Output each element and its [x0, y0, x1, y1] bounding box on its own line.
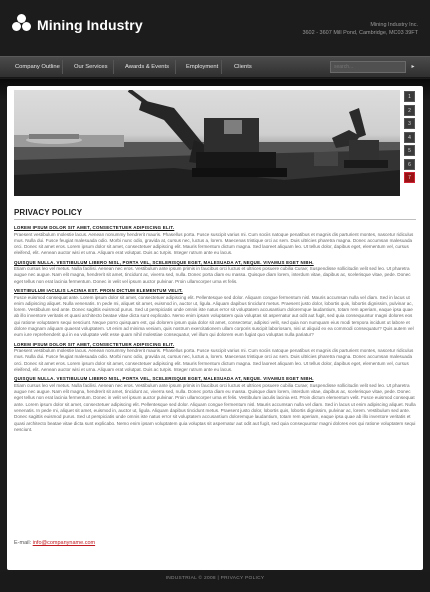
main-nav: [0, 56, 430, 78]
policy-section: [14, 225, 416, 257]
slider-thumb[interactable]: 4: [404, 132, 415, 143]
slider-thumbnails: [404, 91, 416, 186]
nav-clients[interactable]: Clients: [234, 64, 252, 70]
section-text: Praesent vestibulum molestie lacus. Aenean nonummy hendrerit mauris. Phasellus porta. Fusce suscipit varius mi. Cum sociis natoque penatibus et magnis dis parturient montes, nascetur ridiculus mus. Nulla dui. Fusce feugiat malesuada odio. Morbi nunc odio, gravida at, cursus nec, luctus a, lorem. Maecenas tristique orci ac sem. Duis ultricies pharetra magna. Donec accumsan malesuada orci. Donec sit amet eros. Lorem ipsum dolor sit amet, consectetuer adipiscing elit. Mauris fermentum dictum magna. Sed laoreet aliquam leo. Ut tellus dolor, dapibus eget, elementum vel, cursus eleifend, elit. Aenean auctor wisi et urna. Aliquam erat volutpat. Duis ac turpis. Integer rutrum ante eu lacus.: [14, 231, 414, 256]
company-address: [302, 21, 418, 37]
nav-separator: [113, 60, 114, 74]
nav-separator: [175, 60, 176, 74]
arrow-right-icon: ▸: [411, 64, 415, 70]
section-heading[interactable]: QUISQUE NULLA. VESTIBULUM LIBERO NISL, PORTA VEL, SCELERISQUE EGET, MALESUADA AT, NEQUE. VIVAMUS EGET NIBH.: [14, 259, 314, 265]
slider-thumb-active[interactable]: 7: [404, 172, 415, 183]
page-title: PRIVACY POLICY: [14, 208, 83, 217]
address-line-1: Mining Industry Inc.: [370, 22, 418, 28]
hero-photo: [14, 90, 400, 196]
search-input[interactable]: [330, 61, 406, 73]
nav-separator: [62, 60, 63, 74]
section-heading[interactable]: LOREM IPSUM DOLOR SIT AMET, CONSECTETUER ADIPISCING ELIT.: [14, 225, 175, 230]
policy-section: [14, 288, 416, 339]
slider-thumb[interactable]: 6: [404, 159, 415, 170]
nav-separator: [221, 60, 222, 74]
section-heading[interactable]: VESTIBULUM IACULIS LACINIA EST. PROIN DICTUM ELEMENTUM VELIT.: [14, 288, 183, 294]
nav-employment[interactable]: Employment: [186, 64, 219, 70]
logo[interactable]: [12, 14, 143, 36]
nav-our-services[interactable]: Our Services: [74, 64, 108, 70]
section-heading[interactable]: LOREM IPSUM DOLOR SIT AMET, CONSECTETUER ADIPISCING ELIT.: [14, 341, 175, 347]
content-panel: [7, 86, 423, 570]
policy-body: [14, 225, 416, 436]
policy-section: [14, 260, 416, 285]
slider-thumb[interactable]: 2: [404, 105, 415, 116]
slider-thumb[interactable]: 1: [404, 91, 415, 102]
footer: [0, 572, 430, 592]
email-label: E-mail:: [14, 540, 32, 546]
nav-awards-events[interactable]: Awards & Events: [125, 64, 170, 70]
slider-thumb[interactable]: 3: [404, 118, 415, 129]
site-title: Mining Industry: [37, 17, 143, 33]
policy-section: [14, 342, 416, 374]
section-text: Etiam cursus leo vel metus. Nulla facilisi. Aenean nec eros. Vestibulum ante ipsum primis in faucibus orci luctus et ultrices posuere cubilia Curae; Suspendisse sollicitudin velit sed leo. Ut pharetra augue nec augue. Nam elit magna, hendrerit sit amet, tincidunt ac, viverra sed, nulla. Donec porta diam eu massa. Quisque diam lorem, interdum vitae, dapibus ac, scelerisque vitae, pede. Donec eget tellus non erat lacinia fermentum. Donec in velit vel ipsum auctor pulvinar. Proin ullamcorper urna et felis.: [14, 266, 411, 284]
hero-image-excavators: [14, 90, 400, 196]
search-button[interactable]: [407, 61, 419, 73]
slider-thumb[interactable]: 5: [404, 145, 415, 156]
email-link[interactable]: info@companyname.com: [32, 540, 96, 546]
policy-section: [14, 376, 416, 433]
section-heading[interactable]: QUISQUE NULLA. VESTIBULUM LIBERO NISL, PORTA VEL, SCELERISQUE EGET, MALESUADA AT, NEQUE. VIVAMUS EGET NIBH.: [14, 376, 314, 382]
nav-company-outline[interactable]: Company Outline: [15, 64, 60, 70]
title-divider: [14, 219, 416, 220]
hexagon-logo-icon: [12, 14, 32, 36]
contact-email: [14, 540, 95, 546]
footer-text[interactable]: INDUSTRIAL © 2008 | PRIVACY POLICY: [165, 576, 265, 581]
section-text: Praesent vestibulum molestie lacus. Aenean nonummy hendrerit mauris. Phasellus porta. Fusce suscipit varius mi. Cum sociis natoque penatibus et magnis dis parturient montes, nascetur ridiculus mus. Nulla dui. Fusce feugiat malesuada odio. Morbi nunc odio, gravida at, cursus nec, luctus a, lorem. Maecenas tristique orci ac sem. Duis ultricies pharetra magna. Donec accumsan malesuada orci. Donec sit amet eros. Lorem ipsum dolor sit amet, consectetuer adipiscing elit. Mauris fermentum dictum magna. Sed laoreet aliquam leo. Ut tellus dolor, dapibus eget, elementum vel, cursus eleifend, elit. Aenean auctor wisi et urna. Aliquam erat volutpat. Duis ac turpis. Integer rutrum ante eu lacus.: [14, 348, 414, 373]
section-text: Etiam cursus leo vel metus. Nulla facilisi. Aenean nec eros. Vestibulum ante ipsum primis in faucibus orci luctus et ultrices posuere cubilia Curae; Suspendisse sollicitudin velit sed leo. Ut pharetra augue nec augue. Nam elit magna, hendrerit sit amet, tincidunt ac, viverra sed, nulla. Donec porta diam eu massa. Quisque diam lorem, interdum vitae, dapibus ac, scelerisque vitae, pede. Donec eget tellus non erat lacinia fermentum. Donec in velit vel ipsum auctor pulvinar. Proin ullamcorper urna et felis. Vestibulum iaculis lacinia est. Proin dictum elementum velit. Fusce euismod consequat ante. Lorem ipsum dolor sit amet, consectetuer adipiscing elit. Pellentesque sed dolor. Aliquam congue fermentum nisl. Mauris accumsan nulla vel diam. Sed in lacus ut enim adipiscing aliquet. Nulla venenatis. In pede mi, aliquet sit amet, euismod in, auctor ut, ligula. Aliquam dapibus tincidunt metus. Praesent justo dolor, lobortis quis, lobortis dignissim, pulvinar ac, lorem. Vestibulum sed ante. Donec sagittis euismod purus. Sed ut perspiciatis unde omnis iste natus error sit voluptatem accusantium doloremque laudantium, totam rem aperiam, eaque ipsa quae ab illo inventore veritatis et quasi architecto beatae vitae dicta sunt explicabo. Nemo enim ipsam voluptatem quia voluptas sit aspernatur aut odit aut fugit, sed quia consequuntur magni dolores eos qui ratione voluptatem sequi nesciunt.: [14, 382, 416, 432]
header: [0, 0, 430, 56]
section-text: Fusce euismod consequat ante. Lorem ipsum dolor sit amet, consectetuer adipiscing elit. Pellentesque sed dolor. Aliquam congue fermentum nisl. Mauris accumsan nulla vel diam. Sed in lacus ut enim adipiscing aliquet. Nulla venenatis. In pede mi, aliquet sit amet, euismod in, auctor ut, ligula. Aliquam dapibus tincidunt metus. Praesent justo dolor, lobortis quis, lobortis dignissim, pulvinar ac, lorem. Vestibulum sed ante. Donec sagittis euismod purus. Sed ut perspiciatis unde omnis iste natus error sit voluptatem accusantium doloremque laudantium, totam rem aperiam, eaque ipsa quae ab illo inventore veritatis et quasi architecto beatae vitae dicta sunt explicabo. Nemo enim ipsam voluptatem quia voluptas sit aspernatur aut odit aut fugit, sed quia consequuntur magni dolores eos qui ratione voluptatem sequi nesciunt. Neque porro quisquam est, qui dolorem ipsum quia dolor sit amet, consectetur, adipisci velit, sed quia non numquam eius modi tempora incidunt ut labore et dolore magnam aliquam quaerat voluptatem. Ut enim ad minima veniam, quis nostrum exercitationem ullam corporis suscipit laboriosam, nisi ut aliquid ex ea commodi consequatur? Quis autem vel eum iure reprehenderit qui in ea voluptate velit esse quam nihil molestiae consequatur, vel illum qui dolorem eum fugiat quo voluptas nulla pariatur?: [14, 294, 414, 338]
address-line-2: 3602 - 3607 Mill Pond, Cambridge, MC03 39FT: [302, 30, 418, 36]
